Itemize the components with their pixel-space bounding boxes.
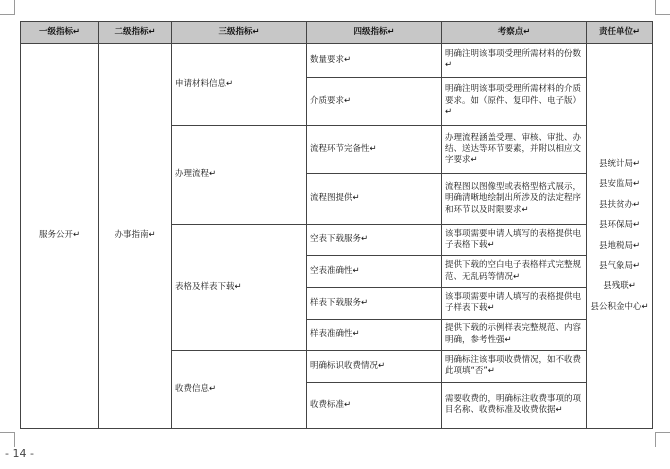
- table-row: [21, 44, 653, 78]
- header-level3: 三级指标↵: [172, 22, 307, 44]
- level1-cell: 服务公开↵: [21, 44, 99, 429]
- level3-cell: 申请材料信息↵: [172, 44, 307, 126]
- criteria-cell: 需要收费的，明确标注收费事项的项目名称、收费标准及收费依据↵: [442, 382, 587, 428]
- criteria-cell: 提供下载的示例样表完整规范、内容明确，参考性强↵: [442, 319, 587, 351]
- crop-mark-bottom-right: [655, 432, 670, 433]
- crop-mark-top-left: [14, 0, 15, 15]
- responsible-unit: 县残联↵: [603, 281, 636, 292]
- level4-cell: 介质要求↵: [307, 77, 442, 125]
- level3-cell: 收费信息↵: [172, 351, 307, 429]
- level4-cell: 空表下载服务↵: [307, 224, 442, 256]
- crop-mark-top-right: [655, 0, 656, 15]
- header-criteria: 考察点↵: [442, 22, 587, 44]
- responsible-unit: 县公积金中心↵: [590, 301, 649, 312]
- criteria-cell: 办理流程涵盖受理、审核、审批、办结、送达等环节要素，并附以相应文字要求↵: [442, 126, 587, 174]
- responsible-units-cell: [587, 44, 653, 429]
- level4-cell: 空表准确性↵: [307, 256, 442, 288]
- responsible-unit: 县统计局↵: [598, 158, 641, 169]
- table-header: [21, 22, 653, 44]
- criteria-cell: 明确注明该事项受理所需材料的介质要求。如（原件、复印件、电子版）↵: [442, 77, 587, 125]
- criteria-cell: 提供下载的空白电子表格样式完整规范、无乱码等情况↵: [442, 256, 587, 288]
- table-body: [21, 44, 653, 429]
- criteria-cell: 该事项需要申请人填写的表格提供电子表格下载↵: [442, 224, 587, 256]
- header-level2: 二级指标↵: [99, 22, 172, 44]
- responsible-unit: 县安监局↵: [598, 179, 641, 190]
- criteria-cell: 流程图以图像型或表格型格式展示，明确清晰地绘制出所涉及的法定程序和环节以及时限要求↵: [442, 174, 587, 224]
- header-level4: 四级指标↵: [307, 22, 442, 44]
- level4-cell: 样表准确性↵: [307, 319, 442, 351]
- criteria-cell: 该事项需要申请人填写的表格提供电子样表下载↵: [442, 287, 587, 319]
- crop-mark-top-left: [0, 14, 15, 15]
- responsible-unit: 县扶贫办↵: [598, 199, 641, 210]
- level3-cell: 办理流程↵: [172, 126, 307, 225]
- header-responsible-unit: 责任单位↵: [587, 22, 653, 44]
- level4-cell: 收费标准↵: [307, 382, 442, 428]
- level4-cell: 流程图提供↵: [307, 174, 442, 224]
- level4-cell: 流程环节完备性↵: [307, 126, 442, 174]
- crop-mark-bottom-left: [0, 432, 15, 433]
- level2-cell: 办事指南↵: [99, 44, 172, 429]
- page-number: - 14 -: [5, 447, 34, 460]
- crop-mark-bottom-left: [14, 432, 15, 447]
- responsible-unit: 县气象局↵: [598, 260, 641, 271]
- crop-mark-top-right: [655, 14, 670, 15]
- header-row: [21, 22, 653, 44]
- level4-cell: 数量要求↵: [307, 44, 442, 78]
- index-table: [20, 21, 653, 429]
- header-level1: 一级指标↵: [21, 22, 99, 44]
- level4-cell: 样表下载服务↵: [307, 287, 442, 319]
- responsible-unit: 县环保局↵: [598, 220, 641, 231]
- level3-cell: 表格及样表下载↵: [172, 224, 307, 350]
- criteria-cell: 明确注明该事项受理所需材料的份数↵: [442, 44, 587, 78]
- crop-mark-bottom-right: [655, 432, 656, 447]
- criteria-cell: 明确标注该事项收费情况，如不收费此项填“否”↵: [442, 351, 587, 383]
- level4-cell: 明确标识收费情况↵: [307, 351, 442, 383]
- responsible-unit: 县地税局↵: [598, 240, 641, 251]
